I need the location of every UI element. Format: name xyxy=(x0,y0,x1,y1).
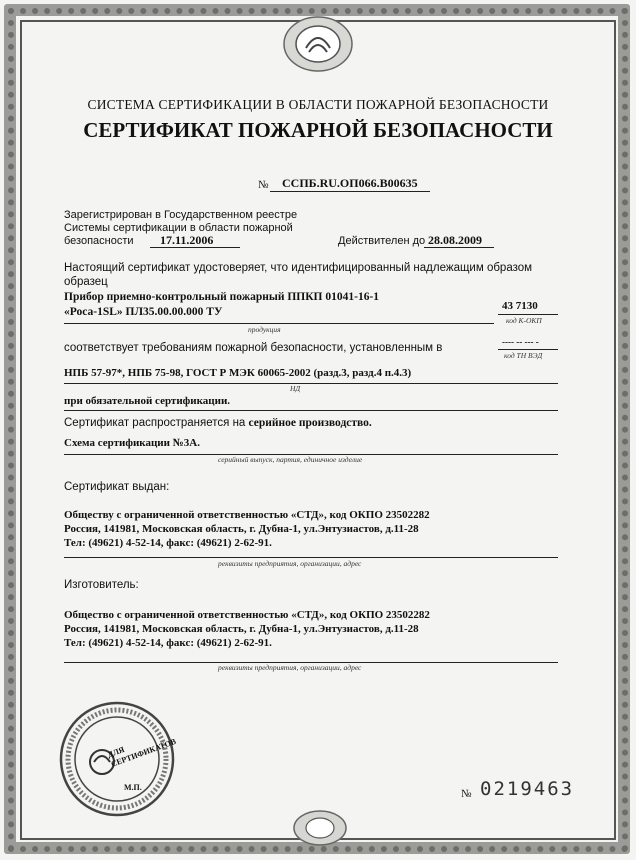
okp-caption: код К-ОКП xyxy=(506,316,542,325)
serial-prefix: № xyxy=(461,788,472,800)
tnved-underline xyxy=(498,349,558,350)
issued-caption: реквизиты предприятия, организации, адрес xyxy=(218,559,362,568)
issued-line-3: Тел: (49621) 4-52-14, факс: (49621) 2-62-91. xyxy=(64,537,272,549)
norms-line: НПБ 57-97*, НПБ 75-98, ГОСТ Р МЭК 60065-2002 (разд.3, разд.4 п.4.3) xyxy=(64,367,412,379)
issued-label: Сертификат выдан: xyxy=(64,481,170,493)
product-line-1: Прибор приемно-контрольный пожарный ППКП 01041-16-1 xyxy=(64,291,380,303)
mandatory-underline xyxy=(64,410,558,411)
registration-line-1: Зарегистрирован в Государственном реестре xyxy=(64,209,298,221)
issued-underline xyxy=(64,557,558,558)
nd-caption: НД xyxy=(290,384,301,393)
scheme-line: Схема сертификации №3А. xyxy=(64,437,200,449)
scheme-caption: серийный выпуск, партия, единичное изделие xyxy=(218,455,363,464)
stamp-mp: М.П. xyxy=(124,783,142,792)
applies-line xyxy=(64,417,372,429)
issued-line-1: Обществу с ограниченной ответственностью «СТД», код ОКПО 23502282 xyxy=(64,509,430,521)
number-underline xyxy=(270,191,430,192)
certificate-title: СЕРТИФИКАТ ПОЖАРНОЙ БЕЗОПАСНОСТИ xyxy=(83,118,553,142)
product-caption: продукция xyxy=(248,325,281,334)
manufacturer-caption: реквизиты предприятия, организации, адрес xyxy=(218,663,362,672)
certifies-line-2: образец xyxy=(64,276,108,288)
valid-until-date: 28.08.2009 xyxy=(428,233,482,247)
serial-number: 0219463 xyxy=(480,778,575,800)
manufacturer-line-1: Общество с ограниченной ответственностью «СТД», код ОКПО 23502282 xyxy=(64,609,430,621)
registration-line-2: Системы сертификации в области пожарной xyxy=(64,222,293,234)
mandatory-line: при обязательной сертификации. xyxy=(64,395,231,407)
tnved-code: ---- -- --- - xyxy=(502,337,539,347)
system-title: СИСТЕМА СЕРТИФИКАЦИИ В ОБЛАСТИ ПОЖАРНОЙ БЕЗОПАСНОСТИ xyxy=(87,97,549,112)
tnved-caption: код ТН ВЭД xyxy=(504,351,543,360)
issued-line-2: Россия, 141981, Московская область, г. Дубна-1, ул.Энтузиастов, д.11-28 xyxy=(64,523,419,535)
stamp-inner-text: ДЛЯ СЕРТИФИКАТОВ xyxy=(106,736,178,769)
applies-text: Сертификат распространяется на xyxy=(64,417,246,429)
certificate-number: ССПБ.RU.ОП066.В00635 xyxy=(282,176,418,190)
conforms-line: соответствует требованиям пожарной безопасности, установленным в xyxy=(64,342,443,354)
manufacturer-label: Изготовитель: xyxy=(64,579,139,591)
manufacturer-line-2: Россия, 141981, Московская область, г. Дубна-1, ул.Энтузиастов, д.11-28 xyxy=(64,623,419,635)
top-emblem-icon xyxy=(282,14,354,74)
valid-until-label: Действителен до xyxy=(338,235,426,247)
product-underline xyxy=(64,323,494,324)
okp-code: 43 7130 xyxy=(502,300,538,312)
okp-underline xyxy=(498,314,558,315)
number-prefix: № xyxy=(258,179,269,191)
certifies-line-1: Настоящий сертификат удостоверяет, что идентифицированный надлежащим образом xyxy=(64,262,533,274)
official-stamp xyxy=(58,700,176,818)
registration-date: 17.11.2006 xyxy=(160,233,214,247)
registration-line-3: безопасности xyxy=(64,235,134,247)
manufacturer-line-3: Тел: (49621) 4-52-14, факс: (49621) 2-62-91. xyxy=(64,637,272,649)
registration-date-underline xyxy=(150,247,240,248)
bottom-emblem-icon xyxy=(292,806,348,846)
norms-underline xyxy=(64,383,558,384)
product-line-2: «Роса-1SL» ПЛ35.00.00.000 ТУ xyxy=(64,306,223,318)
valid-date-underline xyxy=(424,247,494,248)
applies-bold: серийное производство. xyxy=(248,417,372,429)
